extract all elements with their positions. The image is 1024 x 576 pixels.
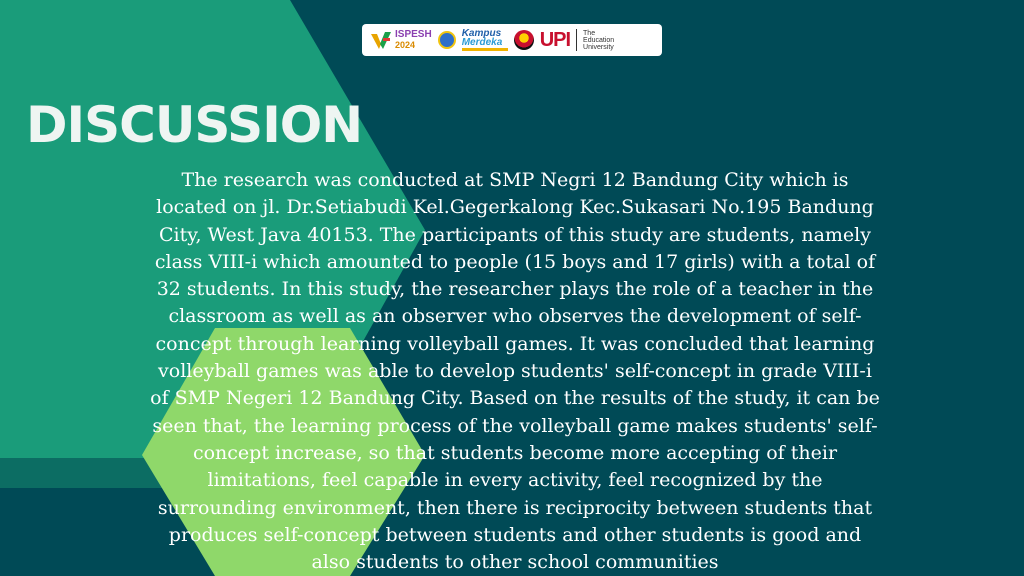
- education-university-text: [583, 30, 614, 51]
- ispesh-logo: [370, 30, 432, 50]
- edu-line2: Education: [583, 36, 615, 44]
- ispesh-name: ISPESH: [395, 29, 432, 40]
- kampus-line1: Kampus: [461, 28, 502, 39]
- tut-wuri-logo-icon: [438, 31, 456, 49]
- ispesh-mark-icon: [370, 30, 392, 50]
- edu-line3: University: [583, 43, 614, 51]
- logo-divider: [576, 29, 577, 51]
- ispesh-year: 2024: [395, 40, 416, 50]
- kampus-bar: [462, 48, 508, 51]
- upi-emblem-icon: [514, 30, 534, 50]
- slide-title: DISCUSSION: [26, 96, 363, 154]
- kampus-line2: Merdeka: [461, 37, 503, 48]
- discussion-body: The research was conducted at SMP Negri 12 Bandung City which is located on jl. Dr.Setiabudi Kel.Gegerkalong Kec.Sukasari No.195 Bandung City, West Java 40153. The participants of this study are students, namely class VIII-i which amounted to people (15 boys and 17 girls) with a total of 32 students. In this study, the researcher plays the role of a teacher in the classroom as well as an observer who observes the development of self-concept through learning volleyball games. It was concluded that learning volleyball games was able to develop students' self-concept in grade VIII-i of SMP Negeri 12 Bandung City. Based on the results of the study, it can be seen that, the learning process of the volleyball game makes students' self-concept increase, so that students become more accepting of their limitations, feel capable in every activity, feel recognized by the surrounding environment, then there is reciprocity between students that produces self-concept between students and other students is good and also students to other school communities: [150, 169, 880, 574]
- edu-line1: The: [583, 29, 596, 37]
- upi-logo-text: UPI: [539, 28, 571, 51]
- logo-bar: [362, 24, 662, 56]
- kampus-merdeka-logo: [462, 29, 508, 51]
